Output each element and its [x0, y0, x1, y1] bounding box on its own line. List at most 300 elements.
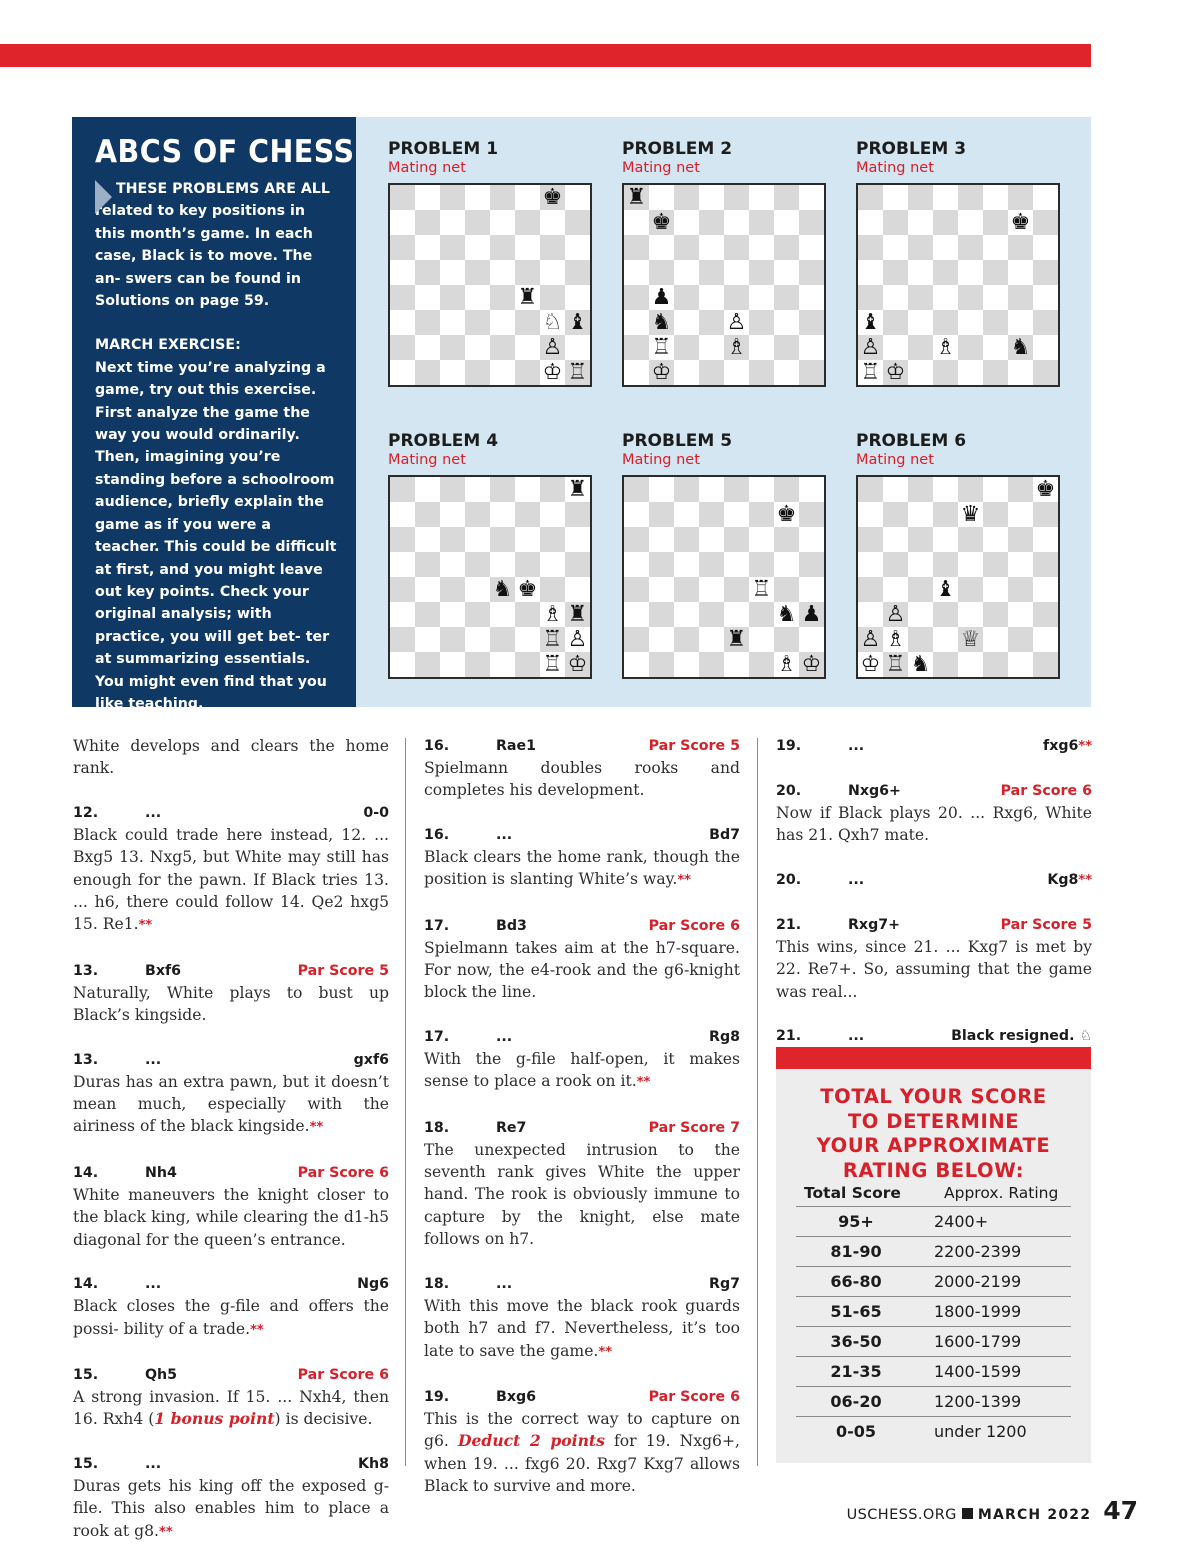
score-title-line: TOTAL YOUR SCORE	[820, 1085, 1047, 1108]
board-square	[749, 285, 774, 310]
move-san: Bxg6	[496, 1388, 536, 1405]
board-square	[699, 577, 724, 602]
move-number: 12.	[73, 804, 99, 821]
board-square	[515, 285, 540, 310]
chess-board	[856, 475, 1060, 679]
board-square	[958, 185, 983, 210]
board-square	[724, 477, 749, 502]
white-rook-icon: ♖	[885, 651, 906, 677]
board-square	[858, 210, 883, 235]
white-queen-icon: ♕	[960, 626, 981, 652]
chess-board	[388, 183, 592, 387]
board-square	[465, 602, 490, 627]
board-square	[908, 527, 933, 552]
board-square	[908, 235, 933, 260]
total-score: 06-20	[796, 1387, 916, 1417]
board-square	[565, 185, 590, 210]
board-square	[1033, 602, 1058, 627]
white-rook-icon: ♖	[542, 651, 563, 677]
board-square	[1008, 477, 1033, 502]
board-square	[540, 185, 565, 210]
move-number: 15.	[73, 1366, 99, 1383]
board-square	[699, 335, 724, 360]
board-square	[858, 360, 883, 385]
move-number: 16.	[424, 738, 450, 754]
move-reply: 0-0	[363, 804, 389, 821]
move-number: 18.	[424, 1275, 450, 1292]
board-square	[724, 310, 749, 335]
problem-subtitle: Mating net	[622, 452, 700, 468]
page-footer	[847, 1496, 1138, 1525]
problem-title: PROBLEM 3	[856, 139, 967, 159]
score-row	[796, 1297, 1071, 1327]
board-square	[565, 502, 590, 527]
board-square	[883, 310, 908, 335]
board-square	[440, 652, 465, 677]
board-square	[774, 260, 799, 285]
board-square	[774, 360, 799, 385]
total-score: 81-90	[796, 1237, 916, 1267]
board-square	[724, 502, 749, 527]
move-number: 16.	[424, 826, 450, 843]
deduct-highlight: Deduct 2 points	[457, 1431, 605, 1451]
score-title-line: YOUR APPROXIMATE	[816, 1134, 1051, 1157]
board-square	[883, 285, 908, 310]
board-square	[1008, 527, 1033, 552]
move-comment: Duras has an extra pawn, but it doesn’t mean much, especially with the airiness of the black kingside.**	[73, 1072, 389, 1136]
move-entry	[73, 735, 389, 780]
move-line	[424, 915, 740, 937]
board-square	[415, 527, 440, 552]
approx-rating: 2400+	[916, 1207, 1071, 1237]
board-square	[540, 577, 565, 602]
board-square	[749, 235, 774, 260]
problem-subtitle: Mating net	[388, 160, 466, 176]
move-comment: Naturally, White plays to bust up Black’s kingside.	[73, 983, 389, 1025]
move-entry	[776, 735, 1092, 758]
board-square	[565, 602, 590, 627]
board-square	[440, 552, 465, 577]
board-square	[983, 552, 1008, 577]
move-entry	[424, 1386, 740, 1498]
move-san: Re7	[496, 1119, 527, 1136]
board-square	[649, 210, 674, 235]
board-square	[958, 652, 983, 677]
move-number: 14.	[73, 1164, 99, 1181]
white-pawn-icon: ♙	[726, 309, 747, 335]
score-row	[796, 1237, 1071, 1267]
board-square	[515, 360, 540, 385]
move-san: Rxg7+	[848, 916, 900, 933]
board-square	[465, 260, 490, 285]
board-square	[515, 602, 540, 627]
white-pawn-icon: ♙	[860, 334, 881, 360]
black-knight-icon: ♞	[1010, 334, 1031, 360]
board-square	[465, 360, 490, 385]
board-square	[649, 602, 674, 627]
score-box	[776, 1069, 1091, 1463]
board-square	[799, 602, 824, 627]
white-rook-icon: ♖	[860, 359, 881, 385]
move-san: ...	[496, 826, 513, 843]
board-square	[540, 360, 565, 385]
move-reply: fxg6**	[1043, 738, 1092, 754]
total-score: 66-80	[796, 1267, 916, 1297]
board-square	[983, 185, 1008, 210]
chess-board	[622, 475, 826, 679]
board-square	[624, 502, 649, 527]
black-rook-icon: ♜	[567, 601, 588, 627]
board-square	[724, 235, 749, 260]
problem-title: PROBLEM 5	[622, 431, 733, 451]
board-square	[440, 477, 465, 502]
board-square	[649, 310, 674, 335]
board-square	[440, 527, 465, 552]
board-square	[883, 210, 908, 235]
board-square	[1008, 285, 1033, 310]
board-square	[490, 360, 515, 385]
white-king-icon: ♔	[860, 651, 881, 677]
board-square	[883, 502, 908, 527]
white-pawn-icon: ♙	[542, 334, 563, 360]
board-square	[858, 335, 883, 360]
board-square	[749, 210, 774, 235]
approx-rating: 2200-2399	[916, 1237, 1071, 1267]
board-square	[515, 185, 540, 210]
knight-end-icon: ♘	[1079, 1028, 1092, 1045]
board-square	[799, 210, 824, 235]
board-square	[933, 235, 958, 260]
problem-subtitle: Mating net	[856, 452, 934, 468]
problem-subtitle: Mating net	[622, 160, 700, 176]
move-entry	[73, 1049, 389, 1140]
black-knight-icon: ♞	[776, 601, 797, 627]
board-square	[674, 310, 699, 335]
board-square	[799, 285, 824, 310]
board-square	[390, 652, 415, 677]
board-square	[958, 502, 983, 527]
board-square	[465, 527, 490, 552]
board-square	[540, 235, 565, 260]
text-column-2	[424, 735, 740, 1520]
board-square	[415, 260, 440, 285]
board-square	[440, 260, 465, 285]
bonus-highlight: 1 bonus point	[154, 1409, 275, 1429]
score-row	[796, 1387, 1071, 1417]
board-square	[908, 360, 933, 385]
board-square	[724, 360, 749, 385]
board-square	[390, 185, 415, 210]
board-square	[933, 652, 958, 677]
black-king-icon: ♚	[542, 184, 563, 210]
board-square	[858, 285, 883, 310]
stars-mark: **	[159, 1524, 173, 1540]
board-square	[540, 527, 565, 552]
board-square	[649, 235, 674, 260]
board-square	[465, 577, 490, 602]
stars-mark: **	[1078, 872, 1092, 888]
board-square	[983, 210, 1008, 235]
score-red-bar	[776, 1047, 1091, 1069]
board-square	[933, 310, 958, 335]
board-square	[883, 335, 908, 360]
rating-col-header: Approx. Rating	[916, 1182, 1071, 1207]
board-square	[415, 477, 440, 502]
move-entry	[776, 1025, 1092, 1047]
board-square	[540, 502, 565, 527]
white-rook-icon: ♖	[542, 626, 563, 652]
board-square	[440, 185, 465, 210]
board-square	[390, 602, 415, 627]
score-title	[776, 1085, 1091, 1183]
move-san: ...	[496, 1028, 513, 1045]
board-square	[699, 477, 724, 502]
stars-mark: **	[598, 1344, 612, 1360]
move-line	[73, 1049, 389, 1071]
move-line	[73, 1273, 389, 1295]
move-reply: Bd7	[709, 826, 740, 843]
move-number: 21.	[776, 916, 802, 933]
move-san: ...	[848, 738, 865, 754]
board-square	[540, 285, 565, 310]
score-col-header: Total Score	[796, 1182, 916, 1207]
problem-2	[622, 139, 826, 387]
move-comment: A strong invasion. If 15. ... Nxh4, then 16. Rxh4 (1 bonus point) is decisive.	[73, 1387, 389, 1429]
white-king-icon: ♔	[885, 359, 906, 385]
board-square	[1008, 602, 1033, 627]
move-san: ...	[145, 1276, 162, 1293]
text-column-3	[776, 735, 1092, 1069]
board-square	[908, 552, 933, 577]
total-score: 51-65	[796, 1297, 916, 1327]
move-line	[424, 735, 740, 757]
board-square	[440, 210, 465, 235]
board-square	[958, 235, 983, 260]
board-square	[933, 477, 958, 502]
board-square	[749, 477, 774, 502]
board-square	[983, 310, 1008, 335]
move-san: Bd3	[496, 917, 527, 934]
board-square	[724, 552, 749, 577]
board-square	[415, 310, 440, 335]
move-reply: Black resigned. ♘	[951, 1028, 1092, 1045]
board-square	[933, 260, 958, 285]
board-square	[933, 210, 958, 235]
board-square	[515, 260, 540, 285]
board-square	[724, 602, 749, 627]
board-square	[540, 627, 565, 652]
board-square	[649, 477, 674, 502]
move-san: Bxf6	[145, 962, 182, 979]
board-square	[908, 285, 933, 310]
board-square	[749, 552, 774, 577]
board-square	[649, 502, 674, 527]
board-square	[908, 335, 933, 360]
board-square	[624, 652, 649, 677]
board-square	[390, 235, 415, 260]
approx-rating: 1200-1399	[916, 1387, 1071, 1417]
board-square	[1008, 185, 1033, 210]
board-square	[440, 310, 465, 335]
problem-5	[622, 431, 826, 679]
board-square	[440, 235, 465, 260]
board-square	[415, 335, 440, 360]
move-comment: The unexpected intrusion to the seventh rank gives White the upper hand. The rook is obviously immune to capture by the knight, else mate follows on h7.	[424, 1140, 740, 1249]
move-entry	[424, 915, 740, 1004]
board-square	[490, 260, 515, 285]
board-square	[699, 502, 724, 527]
board-square	[624, 210, 649, 235]
board-square	[724, 185, 749, 210]
move-entry	[776, 914, 1092, 1003]
board-square	[649, 285, 674, 310]
move-line	[776, 869, 1092, 892]
board-square	[565, 627, 590, 652]
move-entry	[73, 1273, 389, 1342]
board-square	[540, 310, 565, 335]
board-square	[774, 477, 799, 502]
board-square	[933, 577, 958, 602]
par-score: Par Score 5	[648, 738, 740, 754]
move-line	[73, 1364, 389, 1386]
par-score: Par Score 5	[1000, 916, 1092, 933]
board-square	[540, 652, 565, 677]
board-square	[490, 502, 515, 527]
board-square	[858, 477, 883, 502]
board-square	[724, 285, 749, 310]
board-square	[515, 335, 540, 360]
board-square	[515, 502, 540, 527]
board-square	[908, 577, 933, 602]
abc-sidebar	[72, 117, 356, 712]
board-square	[649, 577, 674, 602]
board-square	[799, 360, 824, 385]
move-line	[73, 1162, 389, 1184]
board-square	[883, 577, 908, 602]
board-square	[908, 627, 933, 652]
move-entry	[73, 1453, 389, 1544]
board-square	[490, 310, 515, 335]
board-square	[490, 477, 515, 502]
board-square	[983, 335, 1008, 360]
board-square	[799, 477, 824, 502]
board-square	[624, 552, 649, 577]
board-square	[883, 235, 908, 260]
board-square	[983, 477, 1008, 502]
stars-mark: **	[1078, 739, 1092, 754]
board-square	[774, 335, 799, 360]
board-square	[624, 602, 649, 627]
board-square	[649, 552, 674, 577]
board-square	[799, 235, 824, 260]
board-square	[858, 652, 883, 677]
white-bishop-icon: ♗	[885, 626, 906, 652]
board-square	[883, 185, 908, 210]
board-square	[674, 577, 699, 602]
board-square	[624, 360, 649, 385]
board-square	[415, 285, 440, 310]
black-king-icon: ♚	[517, 576, 538, 602]
board-square	[958, 477, 983, 502]
black-bishop-icon: ♝	[860, 309, 881, 335]
move-entry	[73, 802, 389, 938]
board-square	[415, 235, 440, 260]
board-square	[465, 185, 490, 210]
board-square	[649, 627, 674, 652]
move-entry	[424, 1117, 740, 1251]
move-san: Nh4	[145, 1164, 177, 1181]
board-square	[724, 210, 749, 235]
board-square	[1033, 502, 1058, 527]
board-square	[440, 577, 465, 602]
board-square	[465, 652, 490, 677]
board-square	[699, 210, 724, 235]
page-number: 47	[1103, 1496, 1138, 1525]
board-square	[515, 235, 540, 260]
board-square	[1033, 285, 1058, 310]
board-square	[933, 552, 958, 577]
board-square	[908, 210, 933, 235]
board-square	[415, 502, 440, 527]
board-square	[1008, 210, 1033, 235]
white-king-icon: ♔	[567, 651, 588, 677]
move-entry	[776, 869, 1092, 892]
move-comment: Spielmann doubles rooks and completes his development.	[424, 759, 740, 800]
par-score: Par Score 6	[1000, 783, 1092, 799]
move-line	[776, 914, 1092, 936]
board-square	[858, 502, 883, 527]
board-square	[908, 502, 933, 527]
board-square	[958, 527, 983, 552]
board-square	[983, 360, 1008, 385]
move-entry	[424, 824, 740, 893]
board-square	[1033, 527, 1058, 552]
board-square	[724, 652, 749, 677]
board-square	[465, 235, 490, 260]
board-square	[515, 210, 540, 235]
board-square	[774, 185, 799, 210]
board-square	[515, 477, 540, 502]
board-square	[565, 477, 590, 502]
move-line	[73, 1453, 389, 1475]
board-square	[749, 577, 774, 602]
board-square	[490, 335, 515, 360]
board-square	[440, 335, 465, 360]
board-square	[1008, 235, 1033, 260]
move-comment: White develops and clears the home rank.	[73, 737, 389, 778]
board-square	[1033, 627, 1058, 652]
approx-rating: under 1200	[934, 1422, 1027, 1442]
board-square	[624, 335, 649, 360]
board-square	[774, 210, 799, 235]
board-square	[883, 527, 908, 552]
move-comment: With the g-file half-open, it makes sense to place a rook on it.**	[424, 1049, 740, 1091]
move-san: ...	[145, 1455, 162, 1472]
move-entry	[776, 780, 1092, 847]
board-square	[858, 310, 883, 335]
board-square	[465, 502, 490, 527]
par-score: Par Score 6	[648, 1388, 740, 1405]
board-square	[1008, 652, 1033, 677]
move-entry	[424, 1273, 740, 1364]
board-square	[983, 652, 1008, 677]
board-square	[465, 552, 490, 577]
board-square	[390, 552, 415, 577]
board-square	[674, 210, 699, 235]
board-square	[674, 360, 699, 385]
board-square	[1033, 235, 1058, 260]
board-square	[515, 652, 540, 677]
